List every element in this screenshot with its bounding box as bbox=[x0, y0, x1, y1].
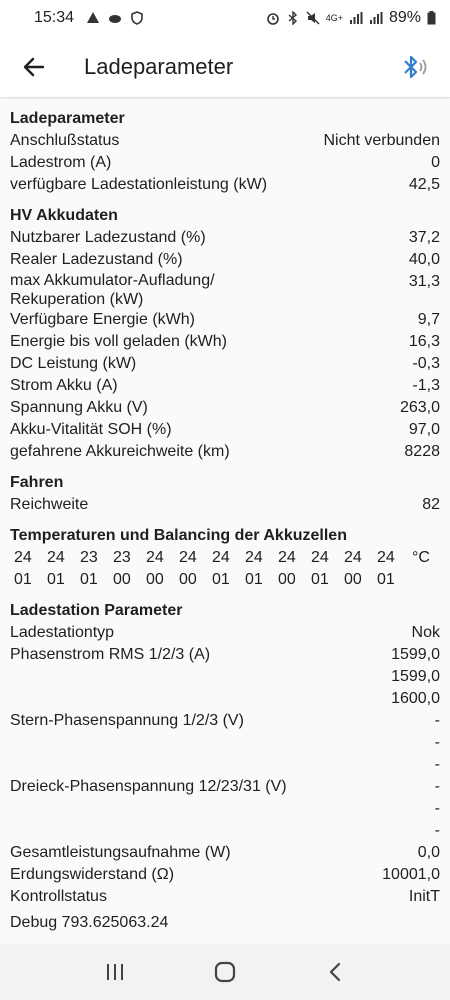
section-title-fahren: Fahren bbox=[10, 474, 64, 491]
row-dc-leistung bbox=[10, 353, 440, 375]
cell-balancing: 01 bbox=[47, 571, 65, 588]
row-value: 40,0 bbox=[408, 251, 440, 268]
row-label: Phasenstrom RMS 1/2/3 (A) bbox=[10, 646, 211, 663]
row-phasenstrom-2 bbox=[10, 666, 440, 688]
row-dreieck-3 bbox=[10, 820, 440, 842]
notification-app-icon bbox=[108, 11, 122, 25]
row-verfuegbare-energie bbox=[10, 309, 440, 331]
row-dreieck-phasenspannung bbox=[10, 776, 440, 798]
row-stern-2 bbox=[10, 732, 440, 754]
signal-icon bbox=[349, 11, 363, 25]
battery-icon bbox=[427, 11, 436, 25]
row-max-akku-aufladung bbox=[10, 271, 440, 309]
row-gesamtleistung bbox=[10, 842, 440, 864]
row-phasenstrom-3 bbox=[10, 688, 440, 710]
app-bar bbox=[0, 36, 450, 98]
row-value: 16,3 bbox=[408, 333, 440, 350]
row-value: 1599,0 bbox=[391, 668, 440, 685]
notification-upload-icon bbox=[86, 11, 100, 25]
row-label: Strom Akku (A) bbox=[10, 377, 118, 394]
row-erdungswiderstand bbox=[10, 864, 440, 886]
content-list[interactable] bbox=[0, 98, 450, 910]
cell-temp: 24 bbox=[311, 549, 329, 566]
row-stern-phasenspannung bbox=[10, 710, 440, 732]
cell-balancing: 00 bbox=[146, 571, 164, 588]
status-time: 15:34 bbox=[34, 9, 75, 26]
page-title: Ladeparameter bbox=[84, 53, 234, 79]
row-value: 0 bbox=[431, 154, 440, 171]
debug-footer: Debug 793.625063.24 bbox=[0, 910, 450, 944]
cell-temp: 24 bbox=[377, 549, 395, 566]
home-icon bbox=[214, 961, 236, 983]
row-anschlussstatus bbox=[10, 130, 440, 152]
cell-balancing: 01 bbox=[14, 571, 32, 588]
row-value: 1599,0 bbox=[391, 646, 440, 663]
row-label: verfügbare Ladestationleistung (kW) bbox=[10, 176, 268, 193]
row-label: gefahrene Akkureichweite (km) bbox=[10, 443, 230, 460]
cell-temp: 24 bbox=[179, 549, 197, 566]
row-realer-ladezustand bbox=[10, 249, 440, 271]
cell-temp: 24 bbox=[47, 549, 65, 566]
row-dreieck-2 bbox=[10, 798, 440, 820]
row-value: 9,7 bbox=[417, 311, 440, 328]
row-value: - bbox=[434, 712, 440, 729]
cell-balancing: 01 bbox=[311, 571, 329, 588]
cell-temp: 24 bbox=[146, 549, 164, 566]
cell-temp: 24 bbox=[14, 549, 32, 566]
cell-balancing: 00 bbox=[344, 571, 362, 588]
row-label: Verfügbare Energie (kWh) bbox=[10, 311, 195, 328]
row-label: Erdungswiderstand (Ω) bbox=[10, 866, 175, 883]
row-value: 0,0 bbox=[417, 844, 440, 861]
cell-balancing: 00 bbox=[179, 571, 197, 588]
row-kontrollstatus bbox=[10, 886, 440, 908]
cell-temp: 24 bbox=[212, 549, 230, 566]
status-bar bbox=[0, 0, 450, 36]
mute-icon bbox=[306, 11, 320, 25]
row-reichweite bbox=[10, 494, 440, 516]
network-type: 4G+ bbox=[325, 12, 343, 23]
bluetooth-button[interactable] bbox=[398, 49, 434, 85]
cell-balancing: 00 bbox=[278, 571, 296, 588]
row-value: Nok bbox=[411, 624, 440, 641]
cell-temp: 24 bbox=[245, 549, 263, 566]
section-title-hv-akkudaten: HV Akkudaten bbox=[10, 207, 118, 224]
cell-balancing: 00 bbox=[113, 571, 131, 588]
bluetooth-connect-icon bbox=[401, 54, 431, 80]
back-button[interactable] bbox=[12, 45, 56, 89]
row-ladestrom bbox=[10, 152, 440, 174]
cell-temp: 23 bbox=[113, 549, 131, 566]
signal-2-icon bbox=[369, 11, 383, 25]
section-title-ladeparameter: Ladeparameter bbox=[10, 110, 125, 127]
row-nutzbarer-ladezustand bbox=[10, 227, 440, 249]
notification-shield-icon bbox=[130, 11, 144, 25]
row-value: 97,0 bbox=[408, 421, 440, 438]
row-value: 10001,0 bbox=[382, 866, 440, 883]
row-label: Anschlußstatus bbox=[10, 132, 120, 149]
row-label: Spannung Akku (V) bbox=[10, 399, 148, 416]
cell-temp: 24 bbox=[344, 549, 362, 566]
row-label: Dreieck-Phasenspannung 12/23/31 (V) bbox=[10, 778, 287, 795]
row-ladestationtyp bbox=[10, 622, 440, 644]
row-label: Stern-Phasenspannung 1/2/3 (V) bbox=[10, 712, 244, 729]
row-energie-bis-voll bbox=[10, 331, 440, 353]
row-value: 8228 bbox=[404, 443, 440, 460]
bluetooth-status-icon bbox=[286, 11, 300, 25]
row-label: max Akkumulator-Aufladung/ Rekuperation (kW) bbox=[10, 272, 215, 308]
cell-temp: 23 bbox=[80, 549, 98, 566]
row-label: Energie bis voll geladen (kWh) bbox=[10, 333, 227, 350]
row-value: - bbox=[434, 734, 440, 751]
row-value: - bbox=[434, 756, 440, 773]
temp-unit: °C bbox=[412, 549, 430, 566]
row-phasenstrom bbox=[10, 644, 440, 666]
cell-balancing-row bbox=[10, 569, 440, 591]
row-label: Kontrollstatus bbox=[10, 888, 107, 905]
cell-balancing: 01 bbox=[80, 571, 98, 588]
row-akkureichweite bbox=[10, 441, 440, 463]
row-value: 37,2 bbox=[408, 229, 440, 246]
home-button[interactable] bbox=[205, 952, 245, 992]
row-value: InitT bbox=[408, 888, 440, 905]
back-nav-icon bbox=[328, 962, 342, 982]
row-value: - bbox=[434, 800, 440, 817]
row-strom-akku bbox=[10, 375, 440, 397]
row-value: 263,0 bbox=[399, 399, 440, 416]
system-nav-bar bbox=[0, 944, 450, 1000]
row-value: -0,3 bbox=[412, 355, 440, 372]
alarm-icon bbox=[266, 11, 280, 25]
row-value: Nicht verbunden bbox=[323, 132, 440, 149]
row-label: Gesamtleistungsaufnahme (W) bbox=[10, 844, 231, 861]
recent-apps-button[interactable] bbox=[95, 952, 135, 992]
cell-balancing: 01 bbox=[212, 571, 230, 588]
row-value: - bbox=[434, 778, 440, 795]
status-right bbox=[266, 9, 436, 27]
row-ladestationleistung bbox=[10, 174, 440, 196]
cell-balancing: 01 bbox=[377, 571, 395, 588]
row-value: 1600,0 bbox=[391, 690, 440, 707]
section-title-temperaturen: Temperaturen und Balancing der Akkuzellen bbox=[10, 527, 347, 544]
row-stern-3 bbox=[10, 754, 440, 776]
row-value: 31,3 bbox=[408, 273, 440, 290]
back-nav-button[interactable] bbox=[315, 952, 355, 992]
row-value: 42,5 bbox=[408, 176, 440, 193]
row-value: -1,3 bbox=[412, 377, 440, 394]
row-value: 82 bbox=[422, 496, 440, 513]
row-label: Reichweite bbox=[10, 496, 89, 513]
recent-apps-icon bbox=[105, 963, 125, 981]
row-label: Ladestationtyp bbox=[10, 624, 115, 641]
row-label: DC Leistung (kW) bbox=[10, 355, 137, 372]
row-label: Nutzbarer Ladezustand (%) bbox=[10, 229, 206, 246]
row-label: Ladestrom (A) bbox=[10, 154, 112, 171]
back-arrow-icon bbox=[23, 56, 45, 78]
section-title-ladestation: Ladestation Parameter bbox=[10, 602, 183, 619]
cell-balancing: 01 bbox=[245, 571, 263, 588]
status-left bbox=[34, 9, 144, 27]
row-label: Akku-Vitalität SOH (%) bbox=[10, 421, 172, 438]
row-spannung-akku bbox=[10, 397, 440, 419]
cell-temp: 24 bbox=[278, 549, 296, 566]
row-label: Realer Ladezustand (%) bbox=[10, 251, 183, 268]
battery-level: 89% bbox=[388, 9, 421, 26]
row-value: - bbox=[434, 822, 440, 839]
cell-temperature-row bbox=[10, 547, 440, 569]
row-akku-soh bbox=[10, 419, 440, 441]
